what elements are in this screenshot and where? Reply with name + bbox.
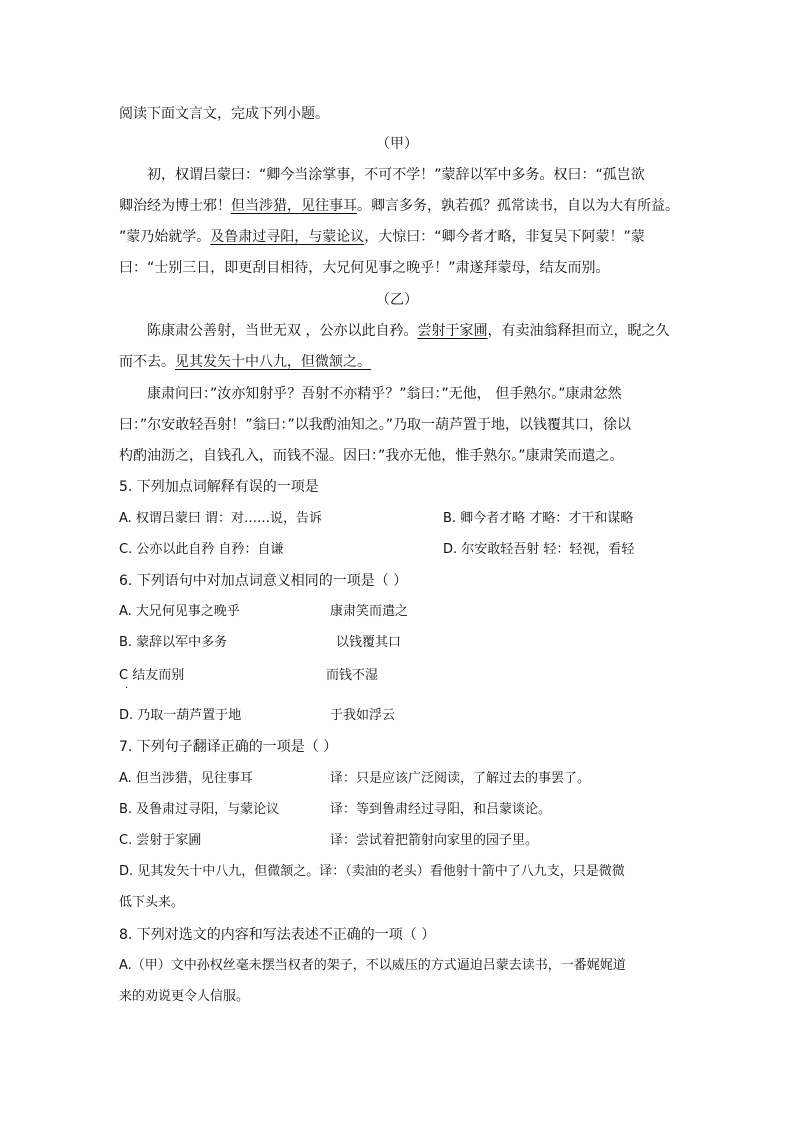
q6-option-c-pair: 而钱不湿	[326, 668, 379, 683]
q6-option-b: B. 蒙辞以军中多务	[119, 635, 228, 650]
q5-option-b: B. 卿今者才略 才略：才干和谋略	[443, 511, 634, 526]
q5-stem: 5. 下列加点词解释有误的一项是	[119, 479, 319, 495]
q6-option-a: A. 大兄何见事之晚乎	[119, 604, 240, 619]
q6-option-b-pair: 以钱覆其口	[336, 635, 402, 650]
q7-option-a-translation: 译：只是应该广泛阅读，了解过去的事罢了。	[330, 771, 591, 786]
q7-option-d-cont: 低下头来。	[119, 895, 185, 910]
yi-line-3: 康肃问曰：”汝亦知射乎？吾射不亦精乎？”翁曰：”无他， 但手熟尔。”康肃忿然	[147, 386, 622, 402]
q6-option-c: C 结友而别	[119, 668, 185, 683]
q7-option-a: A. 但当涉猎，见往事耳	[119, 771, 253, 786]
underlined-phrase: 见其发矢十中八九，但微颔之。	[175, 354, 371, 370]
yi-line-4: 曰：”尔安敢轻吾射！”翁曰：”以我酌油知之。”乃取一葫芦置于地，以钱覆其口，徐以	[119, 417, 632, 433]
q7-option-c: C. 尝射于家圃	[119, 833, 202, 848]
jia-line-3: ”蒙乃始就学。及鲁肃过寻阳，与蒙论议，大惊曰：“卿今者才略，非复吴下阿蒙！”蒙	[119, 229, 645, 245]
emphasis-dot: ·	[125, 683, 129, 694]
underlined-phrase: 但当涉猎，见往事耳	[231, 198, 357, 214]
jia-line-1: 初，权谓吕蒙曰：“卿今当涂掌事，不可不学！”蒙辞以军中多务。权曰：“孤岂欲	[147, 167, 645, 183]
heading-yi: （乙）	[376, 292, 418, 308]
q5-option-c: C. 公亦以此自矜 自矜：自谦	[119, 542, 284, 557]
q7-option-b-translation: 译：等到鲁肃经过寻阳，和吕蒙谈论。	[330, 802, 552, 817]
q7-stem: 7. 下列句子翻译正确的一项是（ ）	[119, 739, 338, 755]
q7-option-c-translation: 译：尝试着把箭射向家里的园子里。	[330, 833, 539, 848]
q8-option-a-cont: 来的劝说更令人信服。	[119, 989, 250, 1004]
underlined-phrase: 尝射于家圃	[417, 323, 488, 339]
jia-line-2: 卿治经为博士邪！但当涉猎，见往事耳。卿言多务，孰若孤？孤常读书，自以为大有所益。	[119, 198, 679, 214]
q7-option-d: D. 见其发矢十中八九，但微颔之。译：（卖油的老头）看他射十箭中了八九支，只是微微	[119, 864, 625, 879]
q8-stem: 8. 下列对选文的内容和写法表述不正确的一项（ ）	[119, 927, 436, 943]
q6-option-d: D. 乃取一葫芦置于地	[119, 708, 242, 723]
q5-option-d: D. 尔安敢轻吾射 轻：轻视，看轻	[443, 542, 635, 557]
underlined-phrase: 及鲁肃过寻阳，与蒙论议	[210, 229, 365, 245]
yi-line-5: 杓酌油沥之，自钱孔入，而钱不湿。因曰：”我亦无他，惟手熟尔。”康肃笑而遣之。	[119, 448, 624, 464]
q6-option-d-pair: 于我如浮云	[330, 708, 396, 723]
yi-line-1: 陈康肃公善射，当世无双 ，公亦以此自矜。尝射于家圃，有卖油翁释担而立，睨之久	[147, 323, 670, 339]
q7-option-b: B. 及鲁肃过寻阳，与蒙论议	[119, 802, 280, 817]
yi-line-2: 而不去。见其发矢十中八九，但微颔之。	[119, 354, 371, 370]
jia-line-4: 曰：“士别三日，即更刮目相待，大兄何见事之晚乎！”肃遂拜蒙母，结友而别。	[119, 260, 610, 276]
q6-option-a-pair: 康肃笑而遣之	[330, 604, 409, 619]
q5-option-a: A. 权谓吕蒙曰 谓：对……说，告诉	[119, 511, 323, 526]
heading-jia: （甲）	[376, 136, 418, 152]
q8-option-a: A.（甲）文中孙权丝毫未摆当权者的架子，不以威压的方式逼迫吕蒙去读书，一番娓娓道	[119, 958, 626, 973]
instruction: 阅读下面文言文，完成下列小题。	[119, 106, 329, 122]
q6-stem: 6. 下列语句中对加点词意义相同的一项是（ ）	[119, 573, 408, 589]
